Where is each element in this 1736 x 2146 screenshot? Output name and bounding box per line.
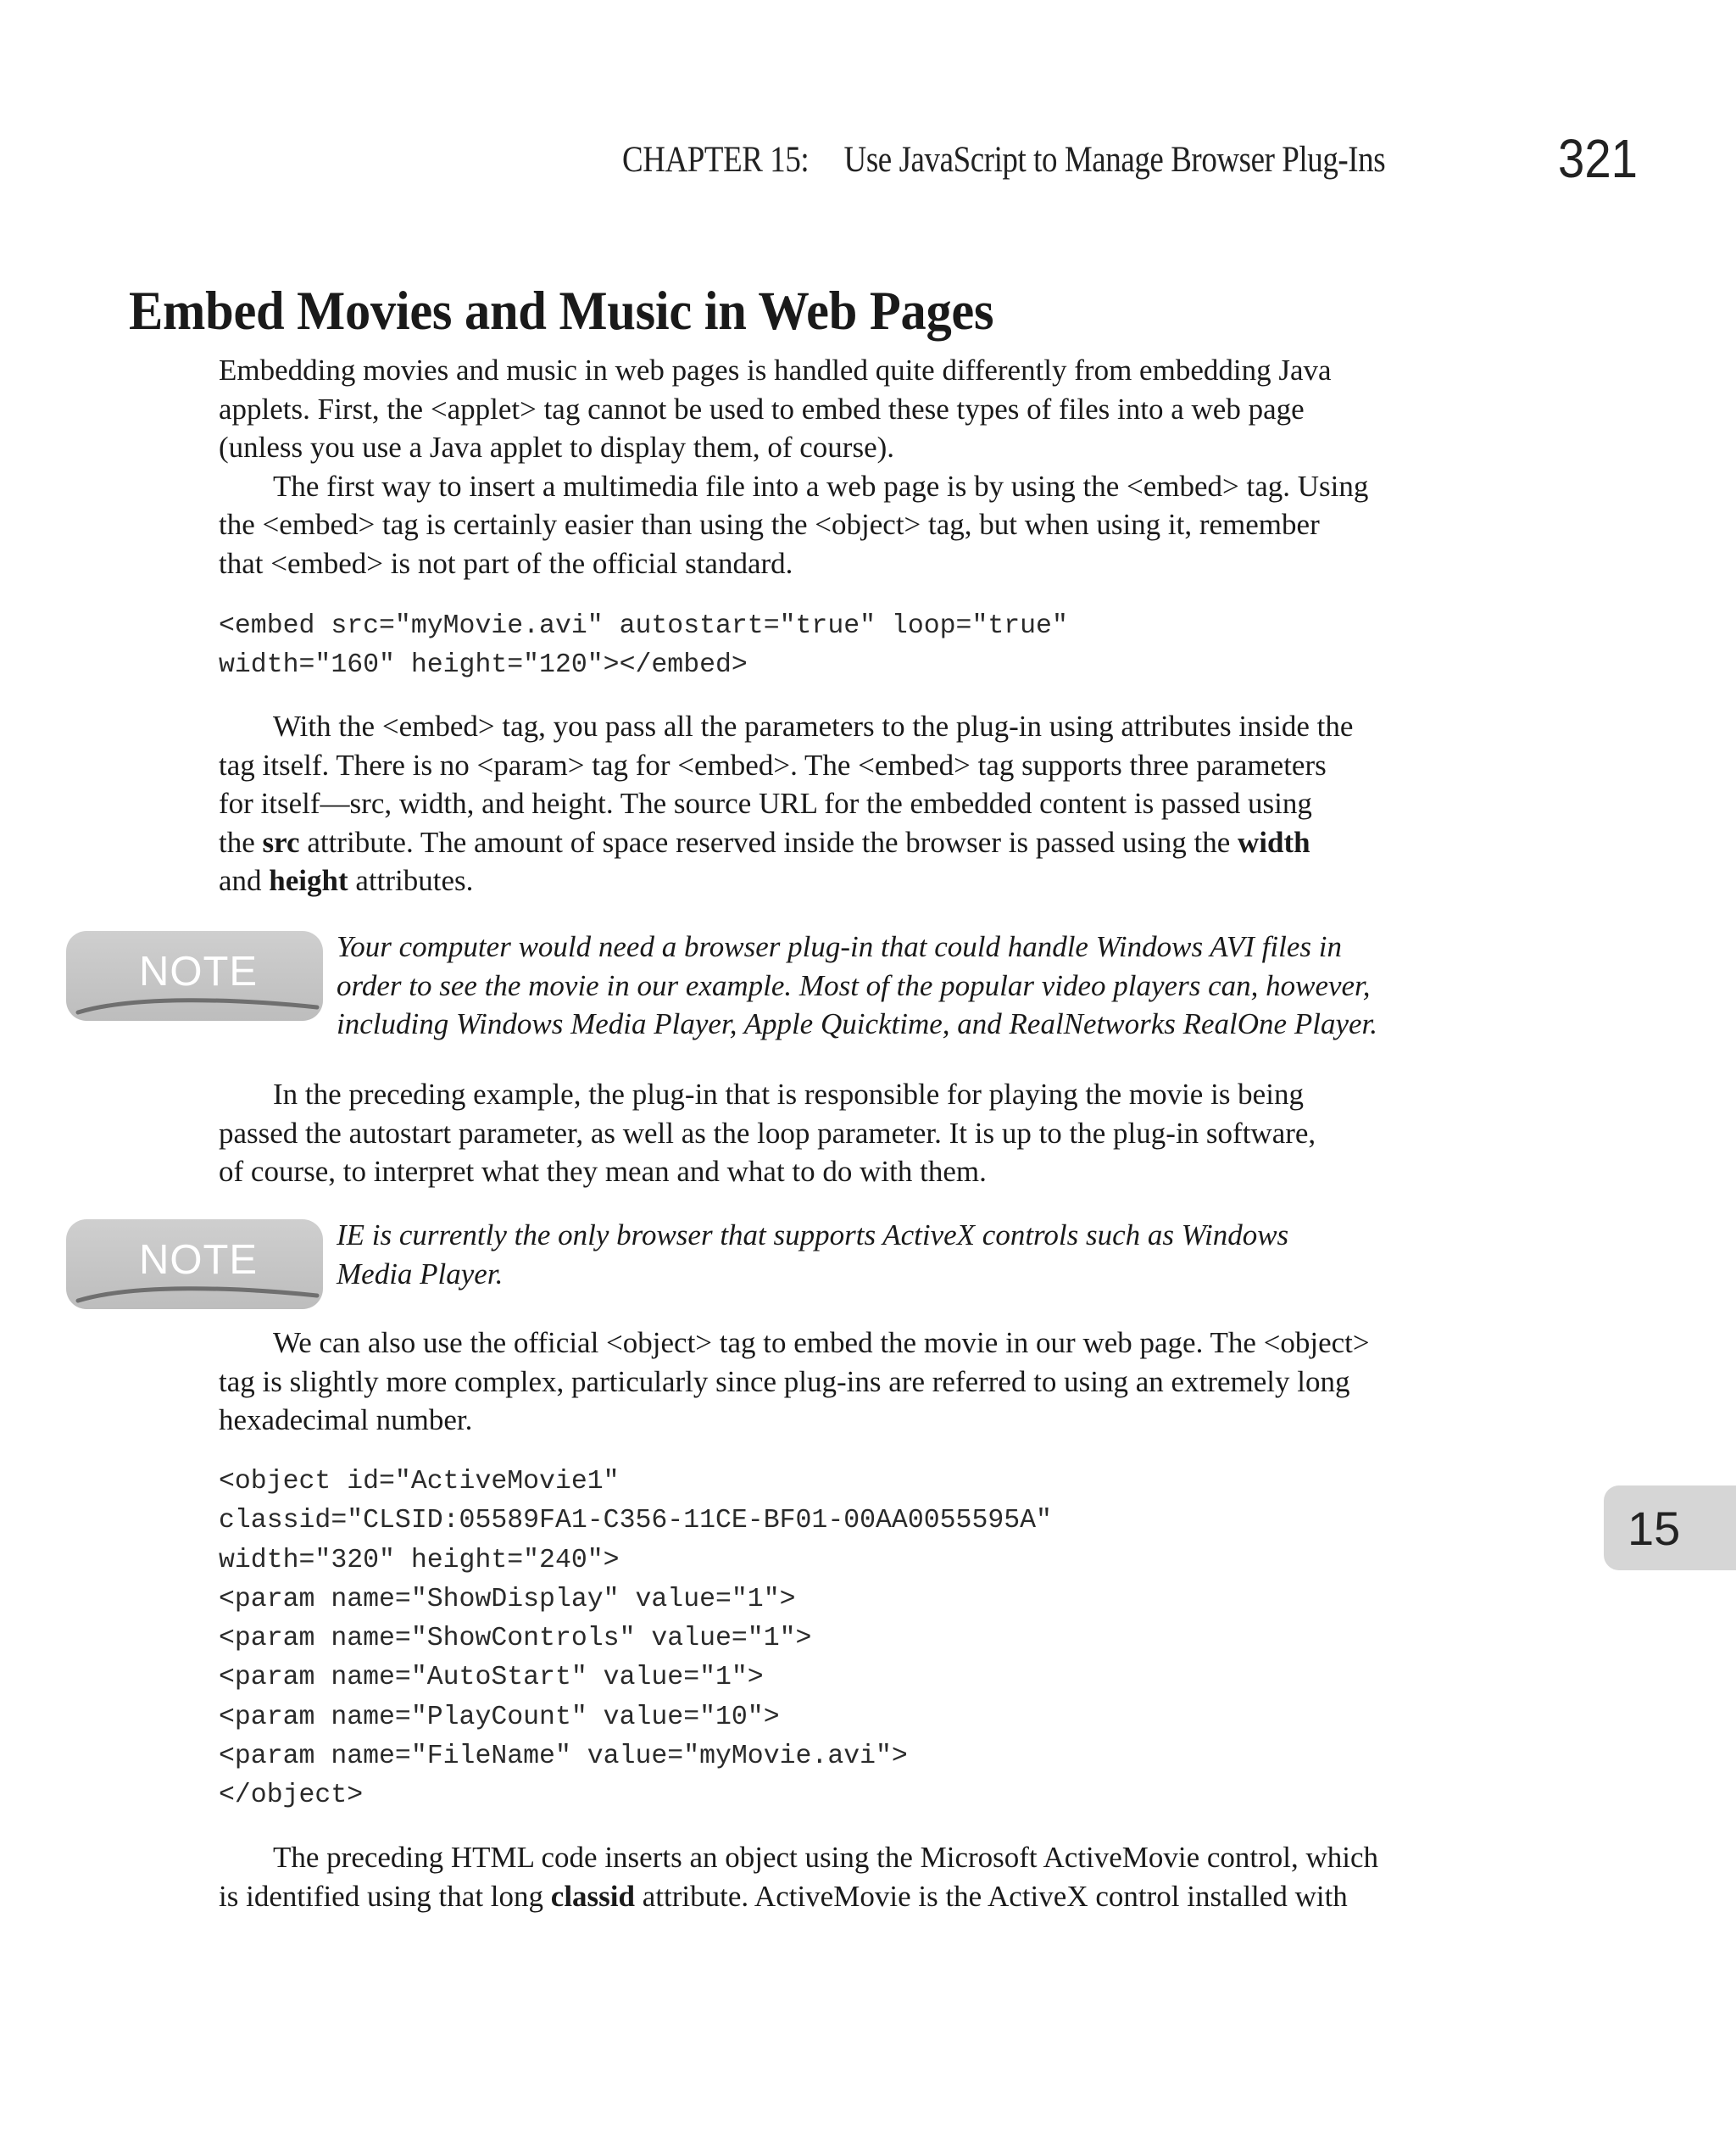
note-text <box>337 1216 1506 1293</box>
chapter-thumb-tab <box>1604 1485 1736 1570</box>
text-run: and <box>219 864 270 897</box>
object-tag-paragraph <box>219 1324 1499 1440</box>
text-run: attributes. <box>348 864 474 897</box>
bold-term: width <box>1238 825 1310 859</box>
text-line: We can also use the official <object> tag to embed the movie in our web page. The <object> <box>273 1326 1370 1359</box>
text-line: In the preceding example, the plug-in that is responsible for playing the movie is being <box>273 1078 1304 1111</box>
text-line: tag itself. There is no <param> tag for <embed>. The <embed> tag supports three parameters <box>219 748 1327 782</box>
text-line: The first way to insert a multimedia file into a web page is by using the <embed> tag. Using <box>273 469 1369 503</box>
code-line: <param name="FileName" value="myMovie.avi"> <box>219 1742 908 1772</box>
text-line: Your computer would need a browser plug-in that could handle Windows AVI files in <box>337 930 1342 963</box>
chapter-label: CHAPTER 15: <box>622 140 810 180</box>
preceding-example-paragraph <box>219 1075 1499 1191</box>
text-line: for itself—src, width, and height. The source URL for the embedded content is passed using <box>219 787 1312 820</box>
section-title: Embed Movies and Music in Web Pages <box>129 281 994 342</box>
code-block-object <box>219 1463 1052 1816</box>
code-line: </object> <box>219 1781 364 1811</box>
bold-term: classid <box>550 1879 635 1913</box>
note-text <box>337 928 1506 1044</box>
code-line: width="160" height="120"></embed> <box>219 650 748 681</box>
code-line: classid="CLSID:05589FA1-C356-11CE-BF01-00AA0055595A" <box>219 1506 1052 1536</box>
activemovie-paragraph <box>219 1838 1499 1915</box>
text-line: IE is currently the only browser that supports ActiveX controls such as Windows <box>337 1218 1289 1251</box>
code-line: <object id="ActiveMovie1" <box>219 1467 620 1497</box>
text-line: tag is slightly more complex, particularly since plug-ins are referred to using an extremely long <box>219 1364 1350 1398</box>
text-line: (unless you use a Java applet to display them, of course). <box>219 431 895 464</box>
text-line: including Windows Media Player, Apple Quicktime, and RealNetworks RealOne Player. <box>337 1007 1378 1040</box>
code-block-embed <box>219 607 1068 686</box>
code-line: <embed src="myMovie.avi" autostart="true" loop="true" <box>219 611 1068 641</box>
text-line: that <embed> is not part of the official standard. <box>219 546 793 580</box>
text-line: The preceding HTML code inserts an object using the Microsoft ActiveMovie control, which <box>273 1841 1379 1874</box>
bold-term: src <box>262 825 300 859</box>
page-number: 321 <box>1558 128 1638 189</box>
text-line: applets. First, the <applet> tag cannot be used to embed these types of files into a web page <box>219 392 1305 426</box>
note-badge-label: NOTE <box>139 1237 259 1283</box>
text-line: the <embed> tag is certainly easier than using the <object> tag, but when using it, remember <box>219 508 1320 541</box>
text-run: the <box>219 825 263 859</box>
code-line: <param name="AutoStart" value="1"> <box>219 1663 764 1693</box>
text-line: order to see the movie in our example. Most of the popular video players can, however, <box>337 968 1371 1002</box>
text-run: attribute. The amount of space reserved inside the browser is passed using the <box>299 825 1238 859</box>
text-line: Embedding movies and music in web pages is handled quite differently from embedding Java <box>219 354 1332 387</box>
note-badge <box>66 1219 323 1309</box>
embed-attributes-paragraph <box>219 707 1499 900</box>
text-line <box>219 1877 1499 1916</box>
text-line <box>219 823 1499 862</box>
text-line: of course, to interpret what they mean and what to do with them. <box>219 1155 987 1188</box>
chapter-title: Use JavaScript to Manage Browser Plug-Ins <box>843 140 1386 180</box>
note-badge-label: NOTE <box>139 949 259 995</box>
text-line: Media Player. <box>337 1257 504 1290</box>
bold-term: height <box>269 864 348 897</box>
text-line: hexadecimal number. <box>219 1403 473 1436</box>
code-line: <param name="PlayCount" value="10"> <box>219 1702 780 1732</box>
code-line: width="320" height="240"> <box>219 1545 620 1575</box>
text-run: is identified using that long <box>219 1879 551 1913</box>
code-line: <param name="ShowDisplay" value="1"> <box>219 1584 796 1614</box>
intro-paragraph <box>219 351 1499 582</box>
code-line: <param name="ShowControls" value="1"> <box>219 1624 812 1654</box>
running-header <box>622 139 1385 181</box>
text-line: passed the autostart parameter, as well as the loop parameter. It is up to the plug-in software, <box>219 1116 1316 1150</box>
text-run: attribute. ActiveMovie is the ActiveX control installed with <box>634 1879 1348 1913</box>
chapter-tab-number: 15 <box>1628 1502 1681 1555</box>
text-line: With the <embed> tag, you pass all the parameters to the plug-in using attributes inside the <box>273 710 1354 743</box>
text-line <box>219 861 1499 900</box>
note-badge <box>66 931 323 1021</box>
